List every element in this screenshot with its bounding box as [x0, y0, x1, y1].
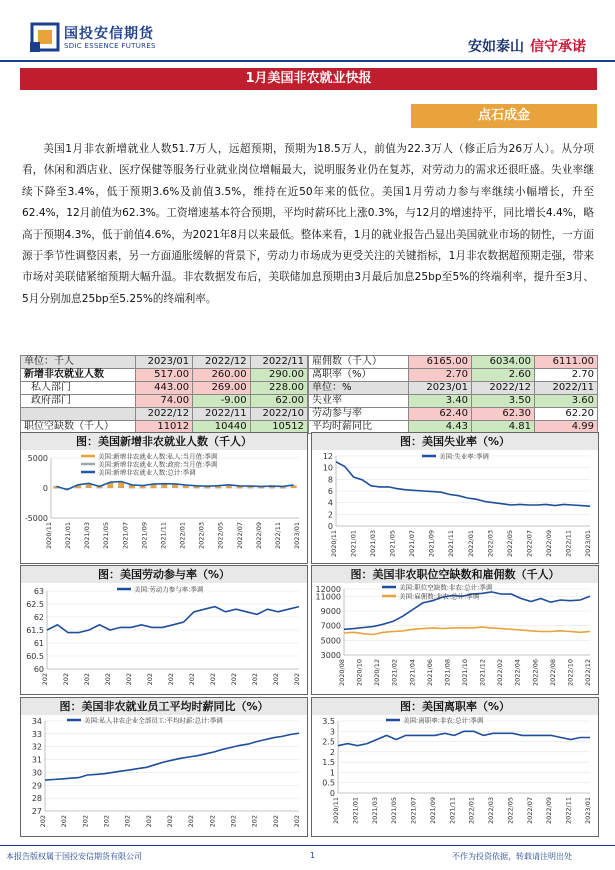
x-tick-label: 202 — [62, 673, 70, 686]
logo-text-en: SDIC ESSENCE FUTURES — [64, 42, 156, 50]
x-tick-label: 2021/08 — [443, 659, 452, 687]
x-tick-label: 202 — [293, 815, 301, 828]
y-tick-label: 12000 — [315, 585, 341, 594]
bar-government — [258, 488, 264, 489]
y-tick-label: 1.5 — [322, 758, 335, 768]
y-tick-label: 2 — [329, 747, 335, 757]
x-tick-label: 2022/11 — [273, 522, 282, 550]
legend-label: 美国:职位空缺数:非农:总计:季调 — [399, 583, 493, 592]
slogan-part-b: 信守承诺 — [530, 39, 586, 55]
y-tick-label: 61 — [33, 639, 44, 648]
slogan-part-a: 安如泰山 — [468, 39, 524, 55]
legend-label: 美国:新增非农就业人数:政府:当月值:季调 — [98, 460, 218, 469]
logo-icon — [30, 22, 60, 52]
x-tick-label: 202 — [41, 673, 49, 686]
chart-openings-hires — [311, 565, 599, 695]
y-tick-label: 0.5 — [322, 778, 335, 788]
chart-svg — [21, 583, 307, 694]
table-row — [309, 408, 598, 421]
table-cell: 6111.00 — [534, 356, 597, 369]
x-tick-label: 2022/12 — [584, 659, 592, 687]
y-tick-label: 31 — [31, 755, 42, 765]
x-tick-label: 2022/01 — [466, 530, 475, 558]
x-tick-label: 2022/05 — [506, 797, 515, 825]
x-tick-label: 2021/05 — [390, 797, 399, 825]
table-cell: 2023/01 — [135, 356, 192, 369]
table-cell: 失业率 — [309, 395, 409, 408]
x-tick-label: 2022/08 — [548, 659, 557, 687]
chart-hourly-earnings — [20, 697, 308, 837]
table-cell: 10512 — [250, 421, 307, 434]
x-tick-label: 202 — [166, 815, 174, 828]
y-tick-label: 2 — [327, 510, 333, 520]
x-tick-label: 202 — [144, 815, 153, 828]
x-tick-label: 2021/09 — [427, 530, 436, 558]
bar-government — [86, 487, 92, 488]
x-tick-label: 202 — [125, 673, 133, 686]
x-tick-label: 202 — [251, 673, 259, 686]
table-cell: 2022/10 — [250, 408, 307, 421]
y-tick-label: 5000 — [27, 454, 48, 463]
x-tick-label: 2021/06 — [425, 659, 434, 687]
x-tick-label: 2023/01 — [293, 522, 301, 550]
x-tick-label: 2022/07 — [235, 522, 244, 550]
chart-title: 图：美国非农职位空缺数和雇佣数（千人） — [312, 566, 598, 583]
x-tick-label: 2022/07 — [525, 797, 534, 825]
x-tick-label: 202 — [81, 815, 90, 828]
x-tick-label: 2020/12 — [373, 659, 382, 687]
x-tick-label: 2020/11 — [330, 530, 338, 558]
x-tick-label: 2022/05 — [216, 522, 225, 550]
chart-unemployment — [311, 432, 599, 564]
x-tick-label: 2021/11 — [159, 522, 168, 550]
x-tick-label: 2021/05 — [388, 530, 397, 558]
y-tick-label: 7000 — [320, 621, 341, 631]
y-tick-label: 3000 — [320, 651, 341, 660]
chart-nonfarm-payrolls — [20, 432, 308, 564]
x-tick-label: 2021/09 — [140, 522, 149, 550]
header-divider — [0, 60, 615, 62]
y-tick-label: 60 — [33, 665, 44, 674]
x-tick-label: 202 — [208, 815, 217, 828]
x-tick-label: 2022/01 — [467, 797, 476, 825]
x-tick-label: 2021/01 — [64, 522, 73, 550]
x-tick-label: 2020/08 — [338, 659, 346, 687]
table-cell: 4.81 — [471, 421, 534, 434]
y-tick-label: 5000 — [320, 636, 341, 646]
bar-government — [215, 488, 221, 489]
table-row — [309, 369, 598, 382]
table-cell: 2022/11 — [193, 408, 250, 421]
x-tick-label: 202 — [83, 673, 91, 686]
x-tick-label: 2022/02 — [496, 659, 505, 687]
table-cell: 62.20 — [534, 408, 597, 421]
table-cell: 2.70 — [534, 369, 597, 382]
table-cell: 228.00 — [250, 382, 307, 395]
chart-title: 图：美国离职率（%） — [312, 698, 598, 715]
y-tick-label: 62 — [33, 613, 44, 622]
x-tick-label: 2022/03 — [197, 522, 206, 550]
table-cell: 2022/11 — [250, 356, 307, 369]
line-participation — [47, 607, 299, 633]
x-tick-label: 202 — [167, 673, 175, 686]
bar-government — [226, 488, 232, 489]
bar-government — [129, 488, 135, 489]
legend-label: 美国:新增非农就业人数:私人:当月值:季调 — [98, 452, 218, 461]
table-cell: 2.60 — [471, 369, 534, 382]
y-tick-label: 30 — [31, 768, 42, 778]
y-tick-label: 34 — [31, 717, 42, 726]
table-row — [21, 356, 308, 369]
logo-text-cn: 国投安信期货 — [64, 26, 154, 42]
section-badge: 点石成金 — [411, 104, 597, 128]
table-cell: 私人部门 — [21, 382, 136, 395]
table-cell: 74.00 — [135, 395, 192, 408]
table-cell: 3.60 — [534, 395, 597, 408]
footer-disclaimer: 不作为投资依据，转载请注明出处 — [452, 852, 572, 861]
y-tick-label: 0 — [327, 522, 333, 531]
table-row — [21, 408, 308, 421]
y-tick-label: 62.5 — [26, 600, 44, 609]
table-cell: 离职率（%） — [309, 369, 409, 382]
legend-label: 美国:雇佣数:非农:总计:季调 — [399, 592, 480, 601]
chart-title: 图：美国劳动参与率（%） — [21, 566, 307, 583]
legend-label: 美国:失业率:季调 — [439, 452, 489, 461]
table-cell: 2022/11 — [534, 382, 597, 395]
bar-government — [161, 488, 167, 489]
bar-government — [204, 488, 210, 489]
table-cell: 6034.00 — [471, 356, 534, 369]
y-tick-label: 3.5 — [322, 717, 335, 726]
x-tick-label: 2020/11 — [45, 522, 53, 550]
x-tick-label: 202 — [250, 815, 259, 828]
x-tick-label: 2021/03 — [370, 797, 379, 825]
left-data-table — [20, 355, 308, 434]
x-tick-label: 2021/07 — [408, 530, 417, 558]
x-tick-label: 202 — [39, 815, 47, 828]
y-tick-label: -5000 — [24, 514, 48, 523]
chart-svg — [312, 583, 598, 694]
x-tick-label: 202 — [209, 673, 217, 686]
bar-government — [291, 488, 297, 489]
table-cell: 4.43 — [408, 421, 471, 434]
x-tick-label: 202 — [230, 673, 238, 686]
table-cell: 4.99 — [534, 421, 597, 434]
legend-label: 美国:新增非农就业人数:总计:季调 — [98, 468, 196, 477]
chart-svg — [21, 450, 307, 563]
bar-government — [269, 488, 275, 489]
x-tick-label: 202 — [272, 673, 280, 686]
x-tick-label: 2022/05 — [505, 530, 514, 558]
chart-title: 图：美国新增非农就业人数（千人） — [21, 433, 307, 450]
y-tick-label: 3 — [329, 727, 335, 737]
x-tick-label: 2021/09 — [428, 797, 437, 825]
x-tick-label: 2021/11 — [448, 797, 457, 825]
bar-government — [107, 488, 113, 489]
x-tick-label: 2022/06 — [531, 659, 540, 687]
table-cell: 新增非农就业人数 — [21, 369, 136, 382]
y-tick-label: 10 — [322, 463, 333, 473]
y-tick-label: 2.5 — [322, 737, 335, 747]
table-cell: 单位：% — [309, 382, 409, 395]
table-cell: 2022/12 — [135, 408, 192, 421]
bar-private — [161, 484, 167, 488]
table-cell: 62.40 — [408, 408, 471, 421]
legend-label: 美国:离职率:非农:总计:季调 — [403, 716, 484, 725]
bar-government — [172, 488, 178, 489]
table-cell: 3.50 — [471, 395, 534, 408]
chart-quits-rate — [311, 697, 599, 837]
x-tick-label: 2021/01 — [349, 530, 358, 558]
chart-title: 图：美国非农就业员工平均时薪同比（%） — [21, 698, 307, 715]
table-cell: 11012 — [135, 421, 192, 434]
table-cell: 2022/12 — [471, 382, 534, 395]
table-cell: 劳动参与率 — [309, 408, 409, 421]
y-tick-label: 8 — [327, 475, 333, 485]
table-row — [21, 369, 308, 382]
table-cell: 6165.00 — [408, 356, 471, 369]
table-cell: 政府部门 — [21, 395, 136, 408]
chart-svg — [21, 715, 307, 836]
y-tick-label: 29 — [31, 781, 42, 791]
footer-copyright: 本报告版权属于国投安信期货有限公司 — [6, 852, 142, 861]
x-tick-label: 2022/01 — [178, 522, 187, 550]
x-tick-label: 2022/09 — [254, 522, 263, 550]
table-cell: -9.00 — [193, 395, 250, 408]
table-row — [309, 382, 598, 395]
x-tick-label: 2023/01 — [584, 797, 592, 825]
x-tick-label: 2022/10 — [566, 659, 575, 687]
bar-government — [248, 488, 254, 489]
table-cell: 290.00 — [250, 369, 307, 382]
y-tick-label: 61.5 — [26, 626, 44, 635]
x-tick-label: 2021/10 — [461, 659, 469, 687]
bar-government — [150, 488, 156, 489]
y-tick-label: 28 — [31, 794, 42, 804]
bar-government — [53, 488, 59, 489]
chart-participation — [20, 565, 308, 695]
table-cell: 3.40 — [408, 395, 471, 408]
x-tick-label: 2021/07 — [409, 797, 418, 825]
y-tick-label: 9000 — [320, 607, 341, 616]
table-cell: 职位空缺数（千人） — [21, 421, 136, 434]
chart-svg — [312, 715, 598, 836]
x-tick-label: 202 — [271, 815, 280, 828]
x-tick-label: 2022/11 — [564, 797, 573, 825]
table-row — [309, 395, 598, 408]
legend-label: 美国:私人非农企业全部员工:平均时薪:总计:季调 — [84, 716, 223, 725]
x-tick-label: 2022/11 — [564, 530, 573, 558]
bar-government — [75, 488, 81, 489]
x-tick-label: 2022/09 — [545, 797, 554, 825]
legend-label: 美国:劳动力参与率:季调 — [134, 585, 204, 594]
table-cell: 443.00 — [135, 382, 192, 395]
table-cell: 269.00 — [193, 382, 250, 395]
bar-government — [237, 488, 243, 489]
y-tick-label: 27 — [31, 807, 42, 816]
x-tick-label: 2022/07 — [525, 530, 534, 558]
right-data-table — [308, 355, 598, 434]
x-tick-label: 2022/09 — [544, 530, 553, 558]
y-tick-label: 0 — [329, 789, 335, 798]
x-tick-label: 202 — [146, 673, 154, 686]
x-tick-label: 2020/10 — [355, 659, 364, 687]
y-tick-label: 6 — [327, 487, 333, 496]
x-tick-label: 2021/07 — [121, 522, 130, 550]
x-tick-label: 2021/03 — [369, 530, 378, 558]
table-cell: 62.00 — [250, 395, 307, 408]
table-cell: 2023/01 — [408, 382, 471, 395]
table-cell: 单位：千人 — [21, 356, 136, 369]
x-tick-label: 2021/03 — [83, 522, 92, 550]
x-tick-label: 2021/04 — [408, 659, 417, 687]
table-cell: 平均时薪同比 — [309, 421, 409, 434]
x-tick-label: 202 — [229, 815, 238, 828]
x-tick-label: 2022/03 — [486, 530, 495, 558]
y-tick-label: 60.5 — [26, 652, 44, 661]
bar-government — [140, 488, 146, 489]
page-number: 1 — [310, 851, 316, 860]
summary-paragraph: 美国1月非农新增就业人数51.7万人，远超预期，预期为18.5万人，前值为22.3万人（修正后为26万人）。从分项看，休闲和酒店业、医疗保健等服务行业就业岗位增幅最大，说明服务业仍在复苏，对劳动力的需求还很旺盛。失业率继续下降至3.4%，低于预期3.6%及前值3.5%，维持在近50年来的低位。美国1月劳动力参与率继续小幅增长，升至62.4%，12月前值为62.3%。工资增速基本符合预期，平均时薪环比上涨0.3%，与12月的增速持平，同比增长4.4%，略高于预期4.3%，低于前值4.6%，为2021年8月以来最低。整体来看，1月的就业报告凸显出美国就业市场的韧性，一方面源于季节性调整因素，另一方面通胀缓解的背景下，劳动力市场成为更受关注的关键指标，1月非农数据超预期走强，带来市场对美联储紧缩预期大幅升温。非农数据发布后，美联储加息预期由3月最后加息25bp至5%的终端利率，提升至3月、5月分别加息25bp至5.25%的终端利率。 — [22, 143, 594, 305]
footer-divider — [0, 845, 615, 846]
table-cell — [21, 408, 136, 421]
chart-svg — [312, 450, 598, 563]
x-tick-label: 202 — [188, 673, 196, 686]
table-cell: 雇佣数（千人） — [309, 356, 409, 369]
y-tick-label: 0 — [42, 484, 48, 493]
y-tick-label: 33 — [31, 729, 42, 739]
bar-government — [118, 487, 124, 488]
x-tick-label: 202 — [60, 815, 69, 828]
y-tick-label: 4 — [327, 498, 333, 508]
chart-title: 图：美国失业率（%） — [312, 433, 598, 450]
table-cell: 517.00 — [135, 369, 192, 382]
table-cell: 10440 — [193, 421, 250, 434]
y-tick-label: 32 — [31, 742, 42, 752]
x-tick-label: 2022/04 — [513, 659, 522, 687]
y-tick-label: 1 — [329, 768, 335, 778]
x-tick-label: 202 — [187, 815, 196, 828]
table-row — [309, 356, 598, 369]
bar-private — [172, 484, 178, 488]
x-tick-label: 2021/12 — [478, 659, 487, 687]
table-cell: 2.70 — [408, 369, 471, 382]
table-cell: 2022/12 — [193, 356, 250, 369]
bar-government — [280, 488, 286, 489]
table-row — [21, 395, 308, 408]
line-quits-rate — [338, 731, 590, 745]
x-tick-label: 2021/02 — [390, 659, 399, 687]
table-row — [21, 382, 308, 395]
x-tick-label: 202 — [293, 673, 301, 686]
y-tick-label: 11000 — [315, 592, 341, 602]
y-tick-label: 12 — [322, 452, 333, 461]
line-hourly-earnings — [45, 733, 299, 780]
y-tick-label: 63 — [33, 587, 44, 596]
x-tick-label: 2023/01 — [584, 530, 592, 558]
x-tick-label: 202 — [104, 673, 112, 686]
x-tick-label: 202 — [102, 815, 111, 828]
x-tick-label: 2021/11 — [447, 530, 456, 558]
x-tick-label: 2021/05 — [102, 522, 111, 550]
bar-government — [194, 488, 200, 489]
table-cell: 260.00 — [193, 369, 250, 382]
x-tick-label: 2021/01 — [351, 797, 360, 825]
x-tick-label: 202 — [123, 815, 132, 828]
report-title: 1月美国非农就业快报 — [20, 68, 597, 90]
line-unemployment — [336, 462, 590, 506]
line-hires — [344, 627, 590, 634]
x-tick-label: 2022/03 — [487, 797, 496, 825]
bar-government — [97, 488, 103, 489]
bar-government — [183, 488, 189, 489]
x-tick-label: 2020/11 — [332, 797, 340, 825]
table-cell: 62.30 — [471, 408, 534, 421]
